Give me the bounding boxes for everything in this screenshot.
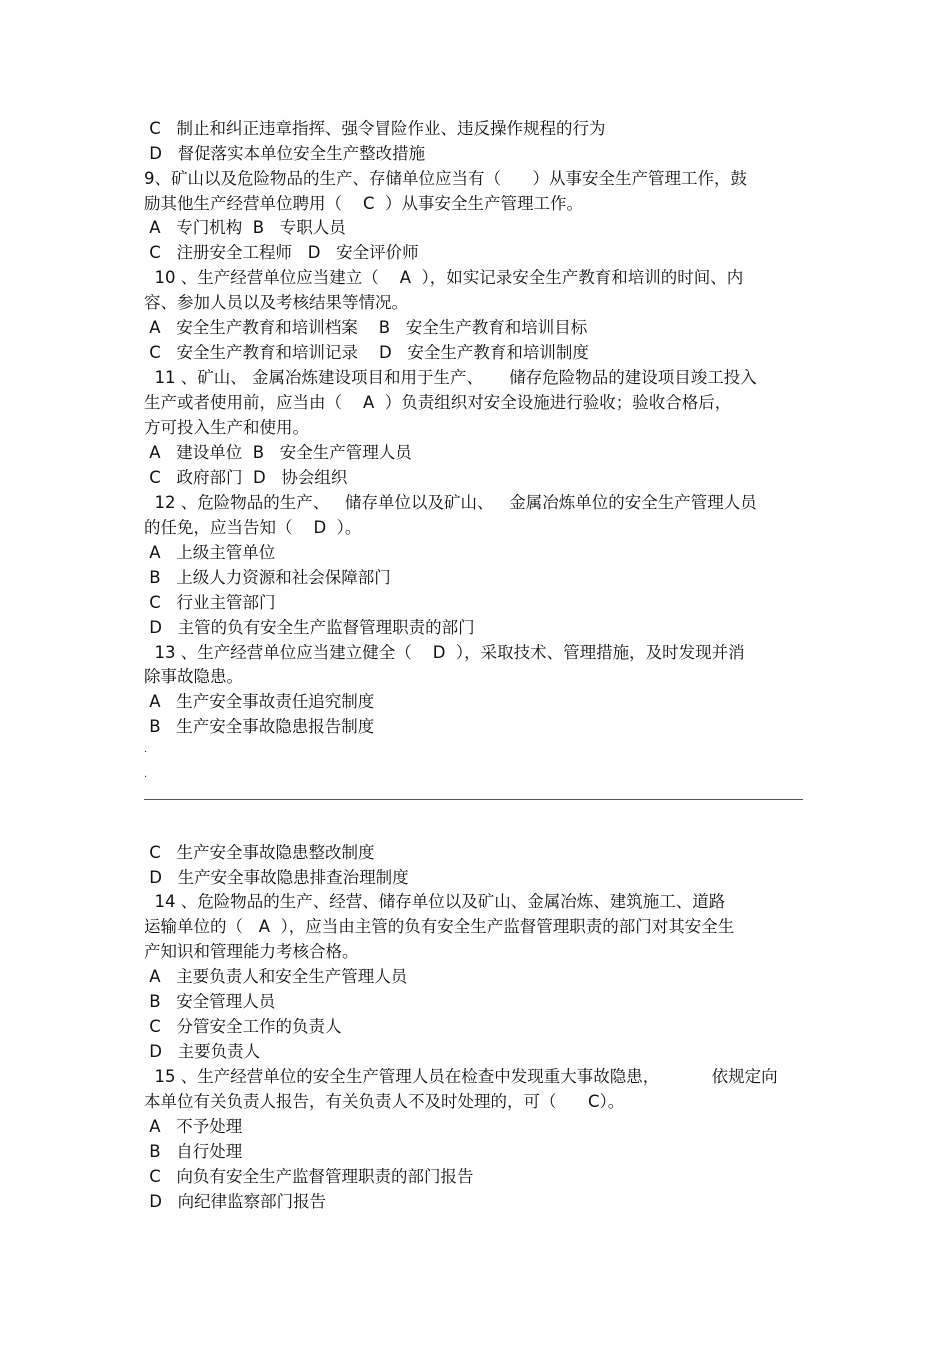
page2-line-11: 本单位有关负责人报告，有关负责人不及时处理的，可（ C）。 bbox=[144, 1092, 625, 1111]
page2-line-8: C 分管安全工作的负责人 bbox=[144, 1017, 342, 1036]
page1-line-23: 除事故隐患。 bbox=[144, 667, 243, 686]
page1-line-10: C 安全生产教育和培训记录 D 安全生产教育和培训制度 bbox=[144, 343, 589, 362]
page1-line-6: C 注册安全工程师 D 安全评价师 bbox=[144, 243, 419, 262]
page-separator-rule bbox=[144, 799, 803, 800]
page1-line-18: A 上级主管单位 bbox=[144, 543, 276, 562]
page2-line-2: D 生产安全事故隐患排查治理制度 bbox=[144, 868, 409, 887]
page1-line-24: A 生产安全事故责任追究制度 bbox=[144, 692, 375, 711]
page2-line-12: A 不予处理 bbox=[144, 1117, 243, 1136]
page2-line-1: C 生产安全事故隐患整改制度 bbox=[144, 843, 375, 862]
page1-line-3: 9、矿山以及危险物品的生产、存储单位应当有（ ）从事安全生产管理工作，鼓 bbox=[144, 169, 747, 188]
page2-line-15: D 向纪律监察部门报告 bbox=[144, 1192, 327, 1211]
page1-line-25: B 生产安全事故隐患报告制度 bbox=[144, 717, 375, 736]
page1-line-12: 生产或者使用前，应当由（ A ）负责组织对安全设施进行验收；验收合格后， bbox=[144, 393, 732, 412]
page1-line-22: 13 、生产经营单位应当建立健全（ D ），采取技术、管理措施，及时发现并消 bbox=[144, 643, 745, 662]
page2-line-4: 运输单位的（ A ），应当由主管的负有安全生产监督管理职责的部门对其安全生 bbox=[144, 917, 735, 936]
page1-line-13: 方可投入生产和使用。 bbox=[144, 418, 309, 437]
footer-dot-2: . bbox=[144, 769, 148, 780]
page1-line-16: 12 、危险物品的生产、 储存单位以及矿山、 金属冶炼单位的安全生产管理人员 bbox=[144, 493, 757, 512]
page1-line-2: D 督促落实本单位安全生产整改措施 bbox=[144, 144, 426, 163]
page1-line-4: 励其他生产经营单位聘用（ C ）从事安全生产管理工作。 bbox=[144, 194, 583, 213]
footer-dot-1: . bbox=[144, 744, 148, 755]
page2-line-6: A 主要负责人和安全生产管理人员 bbox=[144, 967, 408, 986]
page1-line-5: A 专门机构 B 专职人员 bbox=[144, 218, 346, 237]
page2-line-10: 15 、生产经营单位的安全生产管理人员在检查中发现重大事故隐患， 依规定向 bbox=[144, 1067, 778, 1086]
page1-line-15: C 政府部门 D 协会组织 bbox=[144, 468, 348, 487]
page1-line-17: 的任免，应当告知（ D ）。 bbox=[144, 518, 362, 537]
page1-line-7: 10 、生产经营单位应当建立（ A ），如实记录安全生产教育和培训的时间、内 bbox=[144, 268, 744, 287]
page1-line-19: B 上级人力资源和社会保障部门 bbox=[144, 568, 391, 587]
page2-line-14: C 向负有安全生产监督管理职责的部门报告 bbox=[144, 1167, 474, 1186]
page1-line-14: A 建设单位 B 安全生产管理人员 bbox=[144, 443, 412, 462]
page2-line-3: 14 、危险物品的生产、经营、储存单位以及矿山、金属冶炼、建筑施工、道路 bbox=[144, 892, 726, 911]
page1-line-9: A 安全生产教育和培训档案 B 安全生产教育和培训目标 bbox=[144, 318, 588, 337]
page1-line-11: 11 、矿山、 金属冶炼建设项目和用于生产、 储存危险物品的建设项目竣工投入 bbox=[144, 368, 757, 387]
page2-line-13: B 自行处理 bbox=[144, 1142, 243, 1161]
page1-line-20: C 行业主管部门 bbox=[144, 593, 276, 612]
page2-line-9: D 主要负责人 bbox=[144, 1042, 261, 1061]
page1-line-21: D 主管的负有安全生产监督管理职责的部门 bbox=[144, 618, 475, 637]
page1-line-1: C 制止和纠正违章指挥、强令冒险作业、违反操作规程的行为 bbox=[144, 119, 606, 138]
page2-line-7: B 安全管理人员 bbox=[144, 992, 276, 1011]
page1-line-8: 容、参加人员以及考核结果等情况。 bbox=[144, 293, 408, 312]
page2-line-5: 产知识和管理能力考核合格。 bbox=[144, 942, 359, 961]
